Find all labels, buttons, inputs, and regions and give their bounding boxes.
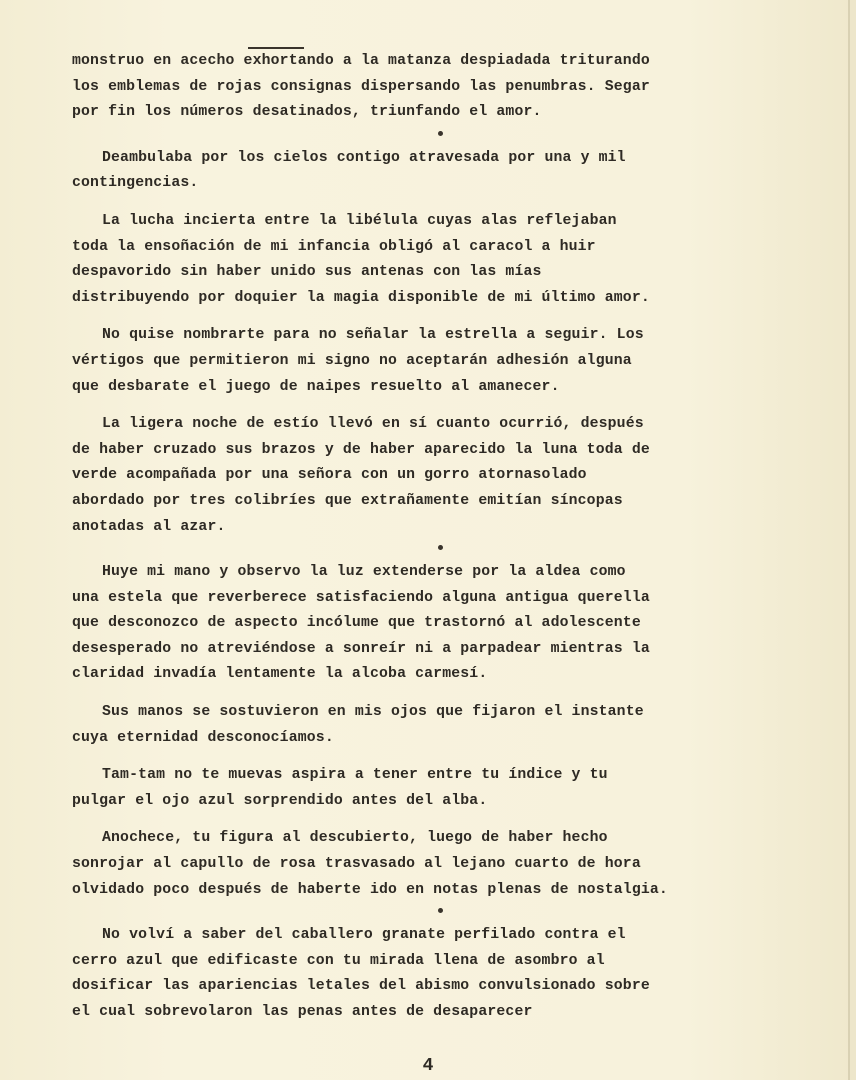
- body-text: [72, 49, 812, 1026]
- text-line: claridad invadía lentamente la alcoba carmesí.: [72, 666, 488, 683]
- text-line: dosificar las apariencias letales del abismo convulsionado sobre: [72, 978, 650, 995]
- text-line: No volví a saber del caballero granate perfilado contra el: [102, 927, 626, 944]
- text-line: Deambulaba por los cielos contigo atravesada por una y mil: [102, 149, 626, 166]
- text-line: vértigos que permitieron mi signo no aceptarán adhesión alguna: [72, 352, 632, 369]
- page-number: 4: [422, 1056, 434, 1076]
- text-line: despavorido sin haber unido sus antenas con las mías: [72, 264, 542, 281]
- text-line: abordado por tres colibríes que extrañamente emitían síncopas: [72, 492, 623, 509]
- text-line: No quise nombrarte para no señalar la estrella a seguir. Los: [102, 327, 644, 344]
- text-line: desesperado no atreviéndose a sonreír ni a parpadear mientras la: [72, 640, 650, 657]
- text-line: Anochece, tu figura al descubierto, luego de haber hecho: [102, 830, 608, 847]
- text-line: pulgar el ojo azul sorprendido antes del alba.: [72, 792, 488, 809]
- text-line: contingencias.: [72, 175, 199, 192]
- text-line: cerro azul que edificaste con tu mirada llena de asombro al: [72, 952, 605, 969]
- text-line: los emblemas de rojas consignas dispersando las penumbras. Segar: [72, 78, 650, 95]
- page-edge: [850, 0, 856, 1080]
- text-line: de haber cruzado sus brazos y de haber aparecido la luna toda de: [72, 441, 650, 458]
- text-line: La ligera noche de estío llevó en sí cuanto ocurrió, después: [102, 416, 644, 433]
- section-separator-dot: [70, 126, 810, 146]
- text-line: distribuyendo por doquier la magia disponible de mi último amor.: [72, 289, 650, 306]
- text-line: olvidado poco después de haberte ido en notas plenas de nostalgia.: [72, 881, 668, 898]
- text-line: una estela que reverberece satisfaciendo alguna antigua querella: [72, 589, 650, 606]
- text-line: cuya eternidad desconocíamos.: [72, 729, 334, 746]
- text-line: que desconozco de aspecto incólume que trastornó al adolescente: [72, 615, 641, 632]
- text-line: el cual sobrevolaron las penas antes de desaparecer: [72, 1004, 533, 1020]
- text-line: por fin los números desatinados, triunfando el amor.: [72, 104, 542, 121]
- section-separator-dot: [70, 903, 810, 923]
- text-line: toda la ensoñación de mi infancia obligó al caracol a huir: [72, 238, 596, 255]
- text-line: que desbarate el juego de naipes resuelto al amanecer.: [72, 378, 560, 395]
- text-line: sonrojar al capullo de rosa trasvasado al lejano cuarto de hora: [72, 856, 641, 873]
- text-line: verde acompañada por una señora con un gorro atornasolado: [72, 467, 587, 484]
- text-line: Tam-tam no te muevas aspira a tener entre tu índice y tu: [102, 767, 608, 784]
- page-edge-line: [848, 0, 850, 1080]
- text-line: monstruo en acecho exhortando a la matanza despiadada triturando: [72, 53, 650, 69]
- section-separator-dot: [70, 540, 810, 560]
- text-line: Huye mi mano y observo la luz extenderse por la aldea como: [102, 564, 626, 581]
- text-line: anotadas al azar.: [72, 518, 226, 535]
- text-line: La lucha incierta entre la libélula cuyas alas reflejaban: [102, 212, 617, 229]
- text-line: Sus manos se sostuvieron en mis ojos que fijaron el instante: [102, 704, 644, 721]
